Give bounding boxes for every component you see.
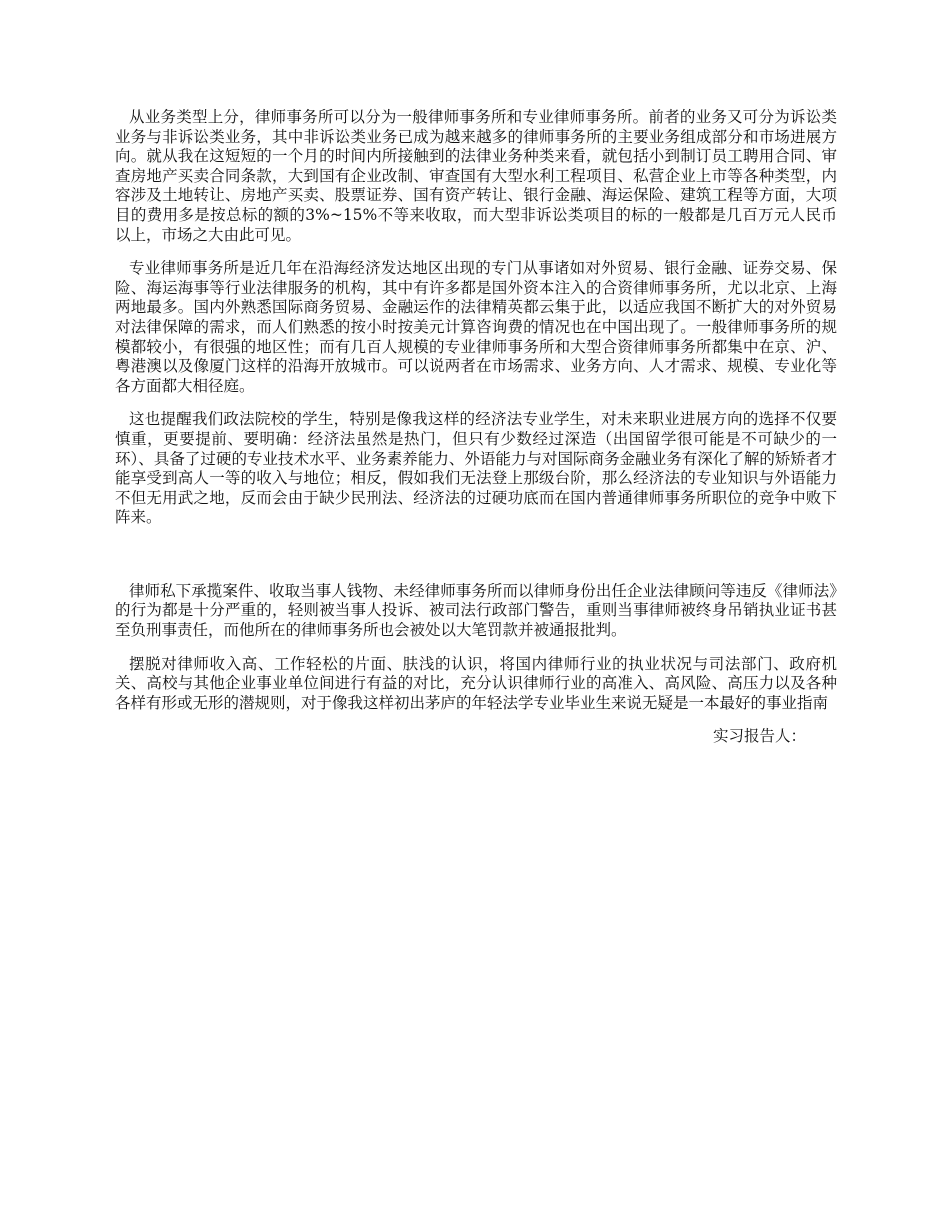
paragraph-lawyer-misconduct: 律师私下承揽案件、收取当事人钱物、未经律师事务所而以律师身份出任企业法律顾问等违反《律师法》的行为都是十分严重的，轻则被当事人投诉、被司法行政部门警告，重则当事律师被终身吊销执业证书甚至负刑事责任，而他所在的律师事务所也会被处以大笔罚款并被通报批判。: [115, 581, 837, 640]
paragraph-career-guide: 摆脱对律师收入高、工作轻松的片面、肤浅的认识，将国内律师行业的执业状况与司法部门、政府机关、高校与其他企业事业单位间进行有益的对比，充分认识律师行业的高准入、高风险、高压力以及各种各样有形或无形的潜规则，对于像我这样初出茅庐的年轻法学专业毕业生来说无疑是一本最好的事业指南: [115, 654, 837, 712]
document-page: [115, 108, 837, 747]
report-author-signature: 实习报告人：: [712, 727, 806, 746]
paragraph-specialized-firms: 专业律师事务所是近几年在沿海经济发达地区出现的专门从事诸如对外贸易、银行金融、证券交易、保险、海运海事等行业法律服务的机构，其中有许多都是国外资本注入的合资律师事务所，尤以北京、上海两地最多。国内外熟悉国际商务贸易、金融运作的法律精英都云集于此，以适应我国不断扩大的对外贸易对法律保障的需求，而人们熟悉的按小时按美元计算咨询费的情况也在中国出现了。一般律师事务所的规模都较小，有很强的地区性；而有几百人规模的专业律师事务所和大型合资律师事务所都集中在京、沪、粤港澳以及像厦门这样的沿海开放城市。可以说两者在市场需求、业务方向、人才需求、规模、专业化等各方面都大相径庭。: [115, 259, 837, 395]
paragraph-law-firm-types: 从业务类型上分，律师事务所可以分为一般律师事务所和专业律师事务所。前者的业务又可分为诉讼类业务与非诉讼类业务，其中非诉讼类业务已成为越来越多的律师事务所的主要业务组成部分和市场进展方向。就从我在这短短的一个月的时间内所接触到的法律业务种类来看，就包括小到制订员工聘用合同、审查房地产买卖合同条款，大到国有企业改制、审查国有大型水利工程项目、私营企业上市等各种类型，内容涉及土地转让、房地产买卖、股票证券、国有资产转让、银行金融、海运保险、建筑工程等方面，大项目的费用多是按总标的额的3%~15%不等来收取，而大型非诉讼类项目的标的一般都是几百万元人民币以上，市场之大由此可见。: [115, 108, 837, 244]
paragraph-career-advice: 这也提醒我们政法院校的学生，特别是像我这样的经济法专业学生，对未来职业进展方向的选择不仅要慎重，更要提前、要明确：经济法虽然是热门，但只有少数经过深造（出国留学很可能是不可缺少的一环）、具备了过硬的专业技术水平、业务素养能力、外语能力与对国际商务金融业务有深化了解的矫矫者才能享受到高人一等的收入与地位；相反，假如我们无法登上那级台阶，那么经济法的专业知识与外语能力不但无用武之地，反而会由于缺少民刑法、经济法的过硬功底而在国内普通律师事务所职位的竞争中败下阵来。: [115, 410, 837, 527]
